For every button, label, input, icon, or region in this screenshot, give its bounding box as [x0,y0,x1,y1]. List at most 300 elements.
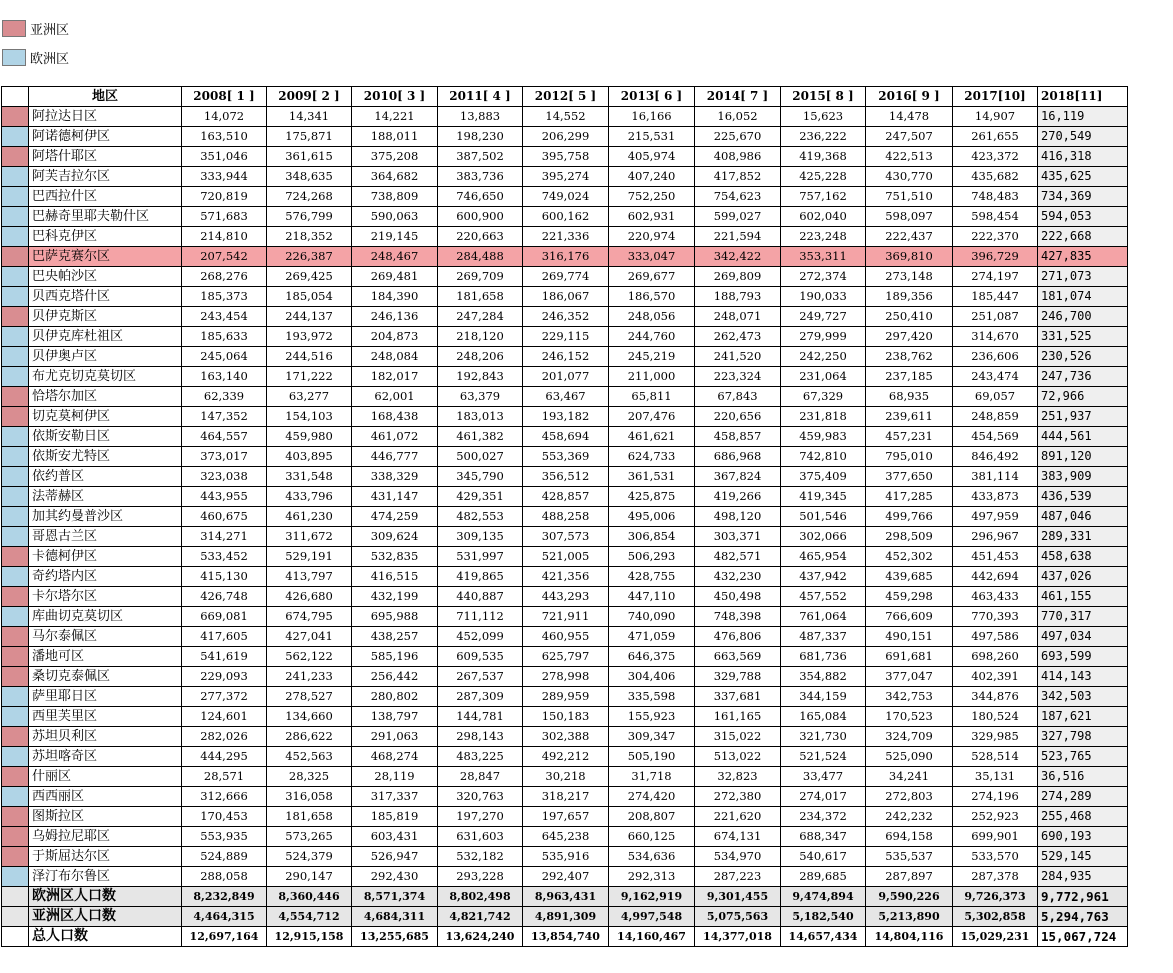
population-value: 231,818 [781,407,866,427]
population-value: 427,041 [267,627,352,647]
population-value: 246,152 [523,347,609,367]
population-value: 361,531 [609,467,695,487]
population-value: 387,502 [438,147,523,167]
region-type-marker [2,567,29,587]
population-value: 320,763 [438,787,523,807]
population-value: 521,005 [523,547,609,567]
population-value: 13,624,240 [438,927,523,947]
population-value: 534,636 [609,847,695,867]
header-year: 2008[ 1 ] [182,87,267,107]
table-row [2,247,1128,267]
population-value: 442,694 [953,567,1038,587]
population-value: 242,250 [781,347,866,367]
population-value: 302,066 [781,527,866,547]
population-value: 431,147 [352,487,438,507]
population-value: 459,298 [866,587,953,607]
header-flag-cell [2,87,29,107]
population-value: 256,442 [352,667,438,687]
population-value: 540,617 [781,847,866,867]
population-value: 383,909 [1038,467,1128,487]
population-value: 428,857 [523,487,609,507]
population-value: 4,554,712 [267,907,352,927]
population-value: 190,033 [781,287,866,307]
population-value: 492,212 [523,747,609,767]
population-value: 286,622 [267,727,352,747]
population-value: 62,001 [352,387,438,407]
population-value: 311,672 [267,527,352,547]
population-value: 185,447 [953,287,1038,307]
population-value: 529,191 [267,547,352,567]
population-value: 272,374 [781,267,866,287]
region-name: 图斯拉区 [29,807,182,827]
population-value: 269,774 [523,267,609,287]
population-value: 193,972 [267,327,352,347]
population-value: 460,675 [182,507,267,527]
population-value: 535,537 [866,847,953,867]
population-value: 754,623 [695,187,781,207]
population-value: 284,488 [438,247,523,267]
region-name: 加其约曼普沙区 [29,507,182,527]
population-value: 395,758 [523,147,609,167]
population-value: 437,942 [781,567,866,587]
population-value: 67,329 [781,387,866,407]
population-value: 749,024 [523,187,609,207]
population-value: 525,090 [866,747,953,767]
region-type-marker [2,907,29,927]
region-type-marker [2,527,29,547]
population-value: 553,935 [182,827,267,847]
population-value: 16,166 [609,107,695,127]
population-value: 278,998 [523,667,609,687]
population-value: 245,064 [182,347,267,367]
population-value: 698,260 [953,647,1038,667]
population-value: 15,623 [781,107,866,127]
population-value: 474,259 [352,507,438,527]
population-value: 433,796 [267,487,352,507]
legend-europe [2,48,69,66]
population-value: 246,136 [352,307,438,327]
population-table [1,86,1128,947]
population-value: 274,017 [781,787,866,807]
population-value: 13,883 [438,107,523,127]
population-value: 269,481 [352,267,438,287]
population-value: 751,510 [866,187,953,207]
population-value: 220,663 [438,227,523,247]
population-value: 344,159 [781,687,866,707]
region-type-marker [2,107,29,127]
population-value: 296,967 [953,527,1038,547]
population-value: 333,944 [182,167,267,187]
population-value: 304,406 [609,667,695,687]
population-value: 631,603 [438,827,523,847]
population-value: 497,959 [953,507,1038,527]
region-type-marker [2,507,29,527]
population-value: 269,425 [267,267,352,287]
population-value: 459,980 [267,427,352,447]
population-value: 12,697,164 [182,927,267,947]
region-type-marker [2,667,29,687]
header-region: 地区 [29,87,182,107]
population-value: 419,368 [781,147,866,167]
region-name: 苏坦喀奇区 [29,747,182,767]
table-row [2,347,1128,367]
population-value: 279,999 [781,327,866,347]
population-value: 215,531 [609,127,695,147]
population-value: 14,072 [182,107,267,127]
population-value: 251,937 [1038,407,1128,427]
population-value: 452,099 [438,627,523,647]
table-row [2,387,1128,407]
population-value: 14,221 [352,107,438,127]
region-name: 乌姆拉尼耶区 [29,827,182,847]
population-value: 303,371 [695,527,781,547]
population-value: 740,090 [609,607,695,627]
population-value: 181,658 [438,287,523,307]
population-value: 13,854,740 [523,927,609,947]
header-year: 2013[ 6 ] [609,87,695,107]
region-name: 切克莫柯伊区 [29,407,182,427]
population-value: 321,730 [781,727,866,747]
population-value: 307,573 [523,527,609,547]
population-value: 338,329 [352,467,438,487]
population-value: 14,907 [953,107,1038,127]
population-value: 5,213,890 [866,907,953,927]
header-year: 2014[ 7 ] [695,87,781,107]
table-row [2,167,1128,187]
population-value: 345,790 [438,467,523,487]
population-value: 427,835 [1038,247,1128,267]
region-name: 贝西克塔什区 [29,287,182,307]
population-value: 28,325 [267,767,352,787]
population-value: 248,056 [609,307,695,327]
table-row [2,147,1128,167]
region-name: 苏坦贝利区 [29,727,182,747]
population-value: 738,809 [352,187,438,207]
population-value: 724,268 [267,187,352,207]
population-value: 312,666 [182,787,267,807]
population-value: 711,112 [438,607,523,627]
population-value: 33,477 [781,767,866,787]
population-value: 28,847 [438,767,523,787]
region-type-marker [2,467,29,487]
table-row [2,327,1128,347]
population-value: 381,114 [953,467,1038,487]
population-value: 267,537 [438,667,523,687]
population-value: 461,621 [609,427,695,447]
population-value: 72,966 [1038,387,1128,407]
header-year: 2016[ 9 ] [866,87,953,107]
population-value: 495,006 [609,507,695,527]
population-value: 571,683 [182,207,267,227]
population-value: 541,619 [182,647,267,667]
region-type-marker [2,767,29,787]
population-value: 182,017 [352,367,438,387]
region-type-marker [2,327,29,347]
population-value: 223,324 [695,367,781,387]
population-value: 419,266 [695,487,781,507]
table-row [2,187,1128,207]
legend-asia-swatch [2,20,26,37]
population-value: 383,736 [438,167,523,187]
population-value: 269,709 [438,267,523,287]
population-value: 309,135 [438,527,523,547]
population-value: 405,974 [609,147,695,167]
population-value: 585,196 [352,647,438,667]
population-value: 273,148 [866,267,953,287]
region-name: 贝伊奥卢区 [29,347,182,367]
population-value: 443,955 [182,487,267,507]
population-value: 600,162 [523,207,609,227]
population-value: 524,889 [182,847,267,867]
population-value: 535,916 [523,847,609,867]
region-name: 什丽区 [29,767,182,787]
population-value: 367,824 [695,467,781,487]
population-value: 193,182 [523,407,609,427]
population-value: 270,549 [1038,127,1128,147]
population-value: 206,299 [523,127,609,147]
population-value: 757,162 [781,187,866,207]
region-type-marker [2,487,29,507]
region-type-marker [2,407,29,427]
population-value: 243,454 [182,307,267,327]
population-value: 68,935 [866,387,953,407]
population-value: 4,684,311 [352,907,438,927]
population-value: 444,295 [182,747,267,767]
population-value: 246,352 [523,307,609,327]
population-value: 185,373 [182,287,267,307]
table-row [2,507,1128,527]
region-type-marker [2,547,29,567]
population-value: 197,270 [438,807,523,827]
region-name: 巴赫奇里耶夫勒什区 [29,207,182,227]
population-value: 429,351 [438,487,523,507]
population-value: 35,131 [953,767,1038,787]
population-value: 461,155 [1038,587,1128,607]
table-row [2,547,1128,567]
population-value: 14,552 [523,107,609,127]
population-value: 274,289 [1038,787,1128,807]
population-value: 660,125 [609,827,695,847]
population-value: 432,199 [352,587,438,607]
region-name: 西里芙里区 [29,707,182,727]
population-value: 534,970 [695,847,781,867]
population-value: 688,347 [781,827,866,847]
region-type-marker [2,227,29,247]
population-value: 298,509 [866,527,953,547]
region-name: 库曲切克莫切区 [29,607,182,627]
population-value: 225,670 [695,127,781,147]
population-value: 488,258 [523,507,609,527]
population-value: 289,959 [523,687,609,707]
region-type-marker [2,687,29,707]
legend-asia-label: 亚洲区 [30,22,70,38]
population-value: 272,380 [695,787,781,807]
population-value: 248,084 [352,347,438,367]
population-value: 9,474,894 [781,887,866,907]
table-row [2,607,1128,627]
region-name: 潘地可区 [29,647,182,667]
region-name: 依约普区 [29,467,182,487]
region-name: 卡德柯伊区 [29,547,182,567]
header-year: 2017[10] [953,87,1038,107]
population-value: 438,257 [352,627,438,647]
region-type-marker [2,247,29,267]
population-value: 468,274 [352,747,438,767]
table-row [2,487,1128,507]
region-name: 桑切克泰佩区 [29,667,182,687]
population-value: 417,852 [695,167,781,187]
population-value: 500,027 [438,447,523,467]
population-value: 425,228 [781,167,866,187]
population-value: 185,633 [182,327,267,347]
population-value: 432,230 [695,567,781,587]
population-value: 229,093 [182,667,267,687]
population-value: 14,341 [267,107,352,127]
population-value: 219,145 [352,227,438,247]
region-name: 泽汀布尔鲁区 [29,867,182,887]
population-value: 221,594 [695,227,781,247]
population-value: 207,542 [182,247,267,267]
population-value: 457,552 [781,587,866,607]
summary-row [2,927,1128,947]
population-value: 413,797 [267,567,352,587]
population-value: 553,369 [523,447,609,467]
population-value: 599,027 [695,207,781,227]
population-value: 471,059 [609,627,695,647]
region-type-marker [2,387,29,407]
population-value: 5,294,763 [1038,907,1128,927]
population-value: 483,225 [438,747,523,767]
population-value: 5,182,540 [781,907,866,927]
population-value: 414,143 [1038,667,1128,687]
region-type-marker [2,847,29,867]
population-value: 62,339 [182,387,267,407]
region-type-marker [2,307,29,327]
population-value: 430,770 [866,167,953,187]
header-year: 2012[ 5 ] [523,87,609,107]
table-row [2,687,1128,707]
population-value: 417,285 [866,487,953,507]
region-name: 卡尔塔尔区 [29,587,182,607]
population-value: 170,523 [866,707,953,727]
table-row [2,827,1128,847]
population-value: 138,797 [352,707,438,727]
population-value: 221,620 [695,807,781,827]
population-value: 452,563 [267,747,352,767]
population-value: 297,420 [866,327,953,347]
region-type-marker [2,747,29,767]
population-value: 298,143 [438,727,523,747]
population-value: 214,810 [182,227,267,247]
population-value: 15,067,724 [1038,927,1128,947]
population-value: 452,302 [866,547,953,567]
table-row [2,207,1128,227]
population-value: 180,524 [953,707,1038,727]
region-type-marker [2,207,29,227]
population-value: 461,382 [438,427,523,447]
population-value: 435,625 [1038,167,1128,187]
summary-row [2,907,1128,927]
population-value: 348,635 [267,167,352,187]
table-row [2,787,1128,807]
population-value: 238,762 [866,347,953,367]
population-value: 306,854 [609,527,695,547]
population-value: 290,147 [267,867,352,887]
table-row [2,647,1128,667]
population-value: 458,857 [695,427,781,447]
population-value: 344,876 [953,687,1038,707]
population-value: 645,238 [523,827,609,847]
population-value: 241,233 [267,667,352,687]
population-value: 331,548 [267,467,352,487]
population-value: 241,520 [695,347,781,367]
population-value: 282,026 [182,727,267,747]
region-name: 依斯安勒日区 [29,427,182,447]
population-value: 8,571,374 [352,887,438,907]
population-value: 573,265 [267,827,352,847]
population-value: 342,753 [866,687,953,707]
legend-europe-swatch [2,49,26,66]
population-value: 377,650 [866,467,953,487]
population-value: 222,668 [1038,227,1128,247]
population-value: 482,553 [438,507,523,527]
region-type-marker [2,427,29,447]
population-value: 324,709 [866,727,953,747]
population-value: 501,546 [781,507,866,527]
population-value: 269,677 [609,267,695,287]
region-type-marker [2,627,29,647]
population-value: 690,193 [1038,827,1128,847]
population-value: 443,293 [523,587,609,607]
population-value: 134,660 [267,707,352,727]
population-value: 402,391 [953,667,1038,687]
region-name: 总人口数 [29,927,182,947]
population-value: 4,464,315 [182,907,267,927]
population-value: 155,923 [609,707,695,727]
population-value: 490,151 [866,627,953,647]
header-year: 2009[ 2 ] [267,87,352,107]
table-row [2,847,1128,867]
population-value: 262,473 [695,327,781,347]
table-row [2,767,1128,787]
population-value: 14,160,467 [609,927,695,947]
population-value: 317,337 [352,787,438,807]
population-value: 674,131 [695,827,781,847]
population-value: 694,158 [866,827,953,847]
table-row [2,727,1128,747]
region-type-marker [2,727,29,747]
population-value: 197,657 [523,807,609,827]
population-value: 242,232 [866,807,953,827]
region-name: 阿芙吉拉尔区 [29,167,182,187]
region-type-marker [2,127,29,147]
region-name: 于斯屈达尔区 [29,847,182,867]
population-value: 248,859 [953,407,1038,427]
population-value: 243,474 [953,367,1038,387]
population-value: 598,097 [866,207,953,227]
population-value: 255,468 [1038,807,1128,827]
population-value: 16,052 [695,107,781,127]
population-value: 63,277 [267,387,352,407]
population-value: 464,557 [182,427,267,447]
population-value: 423,372 [953,147,1038,167]
table-row [2,307,1128,327]
population-value: 272,803 [866,787,953,807]
population-value: 377,047 [866,667,953,687]
region-type-marker [2,267,29,287]
population-value: 602,040 [781,207,866,227]
table-row [2,527,1128,547]
